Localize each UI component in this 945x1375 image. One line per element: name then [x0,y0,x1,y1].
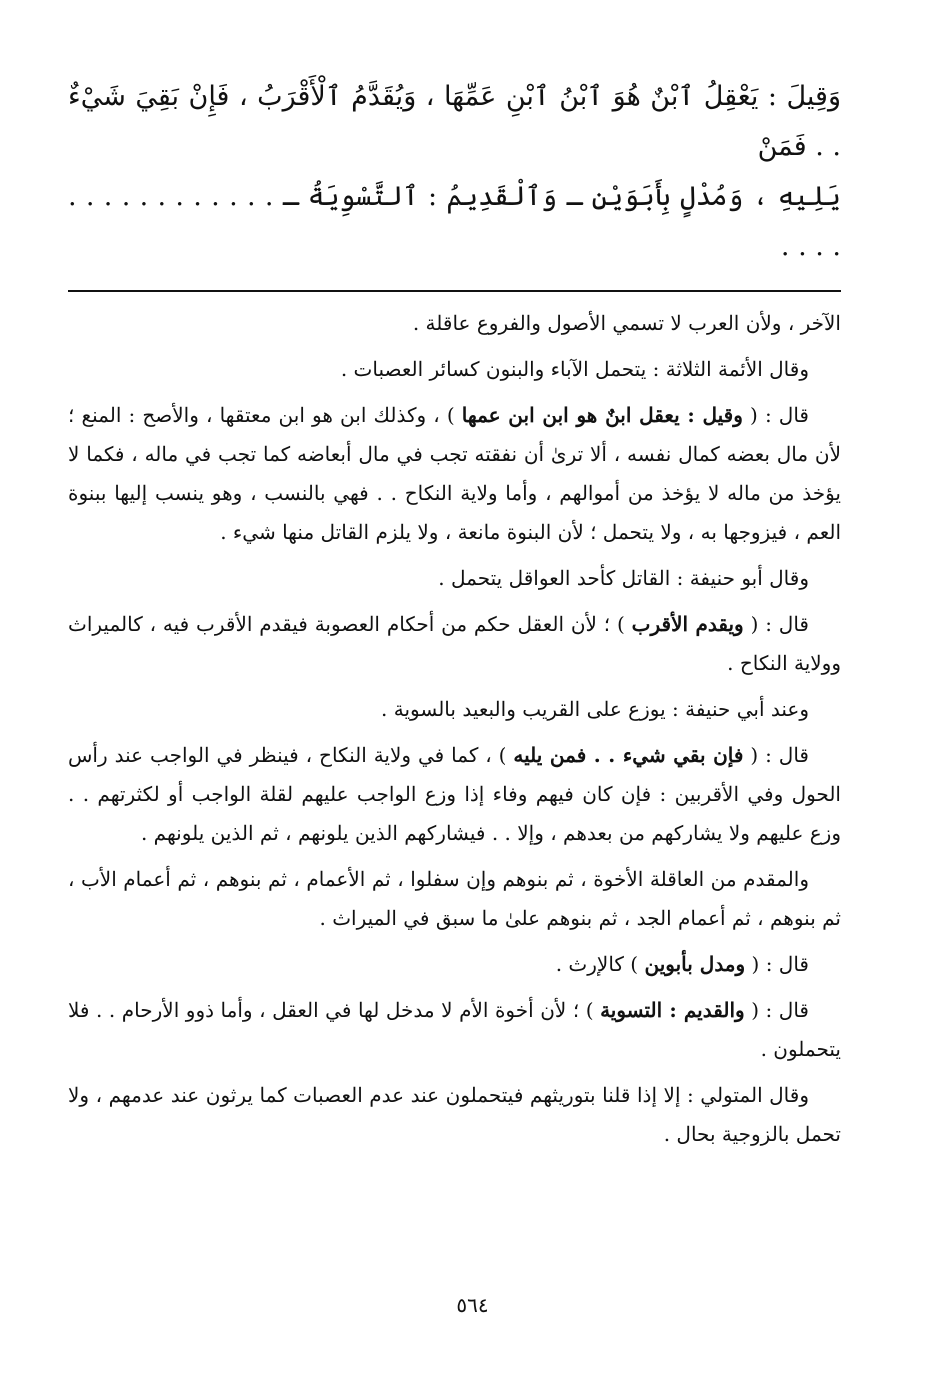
paragraph-7-quoted-matn: فإن بقي شيء . . فمن يليه [513,743,744,767]
paragraph-10 [68,991,841,1069]
paragraph-5-quoted-matn: ويقدم الأقرب [631,612,744,636]
paragraph-4 [68,559,841,598]
matn-text [68,72,841,272]
paragraph-10-lead: قال : ( [744,998,809,1022]
paragraph-7-body: ) ، كما في ولاية النكاح ، فينظر في الواجب عند رأس الحول وفي الأقربين : فإن كان فيهم وفاء إذا وزع الواجب عليهم لقلة الواجب أو لكثرتهم . . وزع عليهم ولا يشاركهم من بعدهم ، وإلا . . فيشاركهم الذين يلونهم ، ثم الذين يلونهم . [68,743,841,845]
paragraph-11-text: وقال المتولي : إلا إذا قلنا بتوريثهم فيتحملون عند عدم العصبات كما يرثون عند عدمهم ، ولا تحمل بالزوجية بحال . [68,1083,841,1146]
paragraph-11 [68,1076,841,1154]
matn-line-2 [68,172,841,272]
paragraph-3-lead: قال : ( [742,403,809,427]
matn-line-2-text: يَلِيهِ ، وَمُدْلٍ بِأَبَوَيْنِ ـ وَٱلْقَدِيمُ : ٱلتَّسْوِيَةُ ـ [282,181,841,212]
paragraph-1-text: الآخر ، ولأن العرب لا تسمي الأصول والفروع عاقلة . [412,311,841,335]
matn-line-1: وَقِيلَ : يَعْقِلُ ٱبْنٌ هُوَ ٱبْنُ ٱبْنِ عَمِّهَا ، وَيُقَدَّمُ ٱلْأَقْرَبُ ، فَإِنْ بَقِيَ شَيْءٌ . . فَمَنْ [68,81,841,162]
paragraph-2 [68,350,841,389]
paragraph-9-lead: قال : ( [745,952,809,976]
paragraph-6 [68,690,841,729]
paragraph-5 [68,605,841,683]
paragraph-3-body: ) ، وكذلك ابن هو ابن معتقها ، والأصح : المنع ؛ لأن مال بعضه كمال نفسه ، ألا ترىٰ أن نفقته تجب في مال أبعاضه كما تجب في ماله ، فكما لا يؤخذ من ماله لا يؤخذ من أموالهم ، وأما ولاية النكاح . . فهي بالنسب ، وهو ينسب إليها ببنوة العم ، فيزوجها به ، ولا يتحمل ؛ لأن البنوة مانعة ، ولا يلزم القاتل منها شيء . [68,403,841,544]
paragraph-5-lead: قال : ( [743,612,809,636]
paragraph-8 [68,860,841,938]
paragraph-9 [68,945,841,984]
page-number: ٥٦٤ [456,1293,489,1317]
separator-rule [68,290,841,292]
paragraph-4-text: وقال أبو حنيفة : القاتل كأحد العواقل يتحمل . [438,566,809,590]
matn-leader-dots: . . . . . . . . . . . . . . . . [68,181,841,262]
paragraph-10-quoted-matn: والقديم : التسوية [600,998,745,1022]
paragraph-3-quoted-matn: وقيل : يعقل ابنٌ هو ابن ابن عمها [461,403,743,427]
paragraph-6-text: وعند أبي حنيفة : يوزع على القريب والبعيد بالسوية . [381,697,809,721]
paragraph-9-quoted-matn: ومدل بأبوين [644,952,746,976]
paragraph-7 [68,736,841,853]
paragraph-1 [68,304,841,343]
paragraph-10-body: ) ؛ لأن أخوة الأم لا مدخل لها في العقل ، وأما ذوو الأرحام . . فلا يتحملون . [68,998,841,1061]
commentary-text [68,304,841,1154]
paragraph-3 [68,396,841,552]
paragraph-5-body: ) ؛ لأن العقل حكم من أحكام العصوبة فيقدم الأقرب فيه ، كالميراث وولاية النكاح . [68,612,841,675]
paragraph-7-lead: قال : ( [743,743,809,767]
paragraph-9-body: ) كالإرث . [555,952,645,976]
paragraph-8-text: والمقدم من العاقلة الأخوة ، ثم بنوهم وإن سفلوا ، ثم الأعمام ، ثم بنوهم ، ثم أعمام الأب ، ثم بنوهم ، ثم أعمام الجد ، ثم بنوهم علىٰ ما سبق في الميراث . [68,867,841,930]
paragraph-2-text: وقال الأئمة الثلاثة : يتحمل الآباء والبنون كسائر العصبات . [340,357,809,381]
